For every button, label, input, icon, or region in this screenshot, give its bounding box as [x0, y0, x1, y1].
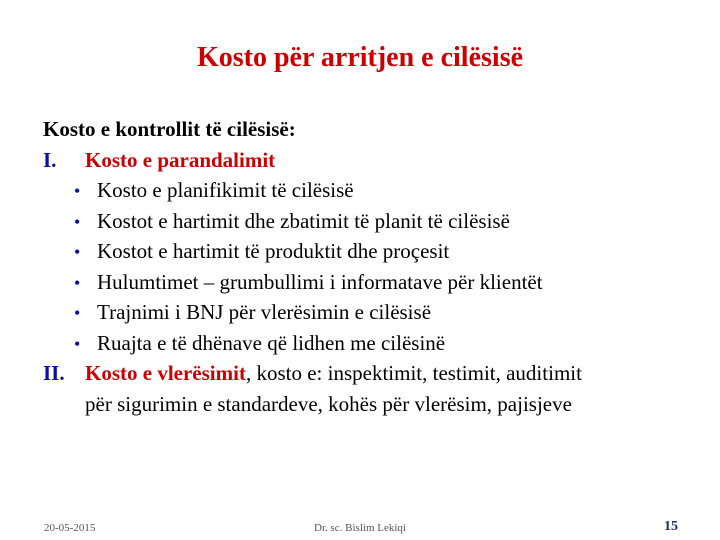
- list-item: [43, 206, 703, 237]
- section-heading: Kosto e kontrollit të cilësisë:: [43, 117, 296, 141]
- bullet-icon: •: [74, 211, 81, 232]
- list-item-text: Hulumtimet – grumbullimi i informatave për klientët: [97, 269, 543, 294]
- section-one-heading: [43, 145, 703, 176]
- list-item-text: Ruajta e të dhënave që lidhen me cilësinë: [97, 330, 446, 355]
- bullet-icon: •: [74, 242, 81, 262]
- bullet-icon: •: [74, 303, 81, 323]
- page-number: 15: [664, 519, 678, 534]
- list-item-text: Kosto e planifikimit të cilësisë: [97, 178, 354, 202]
- slide-content: [43, 114, 703, 419]
- slide-title: Kosto për arritjen e cilësisë: [196, 42, 524, 73]
- section-two-heading: [43, 358, 703, 389]
- list-item: [43, 297, 703, 328]
- numeral-one: I.: [43, 147, 57, 172]
- section-two-text: , kosto e: inspektimit, testimit, auditimit: [245, 361, 582, 385]
- section-one-title: Kosto e parandalimit: [85, 147, 276, 172]
- list-item-text: Kostot e hartimit të produktit dhe proçesit: [97, 239, 450, 263]
- footer-author: Dr. sc. Bislim Lekiqi: [314, 522, 406, 534]
- bullet-icon: •: [74, 181, 81, 201]
- list-item: [43, 175, 703, 206]
- bullet-icon: •: [74, 333, 81, 354]
- list-item: [43, 328, 703, 359]
- numeral-two: II.: [43, 361, 65, 385]
- list-item: [43, 267, 703, 298]
- list-item-text: Trajnimi i BNJ për vlerësimin e cilësisë: [97, 300, 432, 324]
- section-two-continuation: për sigurimin e standardeve, kohës për vlerësim, pajisjeve: [85, 391, 572, 416]
- list-item: [43, 236, 703, 267]
- list-item-text: Kostot e hartimit dhe zbatimit të planit të cilësisë: [97, 208, 510, 233]
- footer-date: 20-05-2015: [44, 522, 96, 534]
- section-two-title: Kosto e vlerësimit: [85, 361, 246, 385]
- bullet-icon: •: [74, 272, 81, 293]
